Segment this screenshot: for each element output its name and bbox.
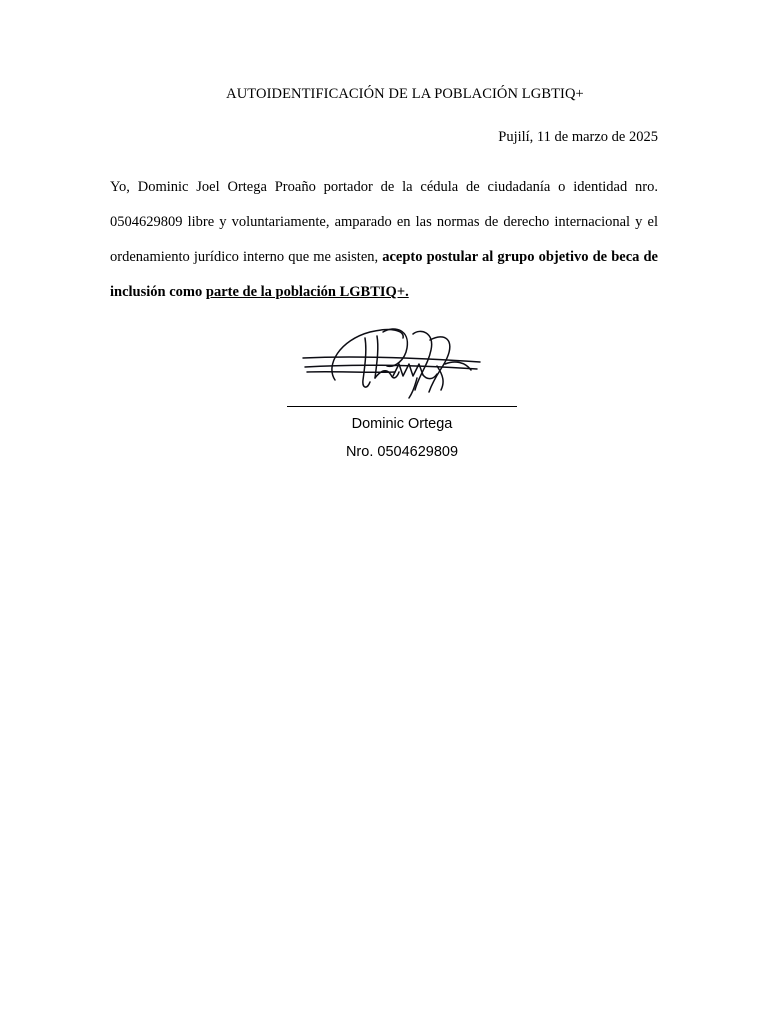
signer-name: Dominic Ortega (351, 416, 453, 432)
signer-id-number: Nro. 0504629809 (345, 444, 459, 460)
declaration-bold-statement: acepto postular al grupo objetivo de beca de inclusión como (110, 249, 658, 300)
declaration-intro: Yo, Dominic Joel Ortega Proaño portador de la cédula de ciudadanía o identidad nro. 0504629809 libre y voluntariamente, amparado en las normas de derecho internacional y el ordenamiento jurídico interno que me asisten, (110, 179, 658, 265)
handwritten-signature (295, 320, 485, 400)
signature-line (287, 406, 517, 407)
document-title: AUTOIDENTIFICACIÓN DE LA POBLACIÓN LGBTIQ+ (226, 86, 584, 102)
declaration-paragraph (110, 170, 658, 310)
declaration-underlined-statement: parte de la población LGBTIQ+. (205, 284, 409, 300)
place-date: Pujilí, 11 de marzo de 2025 (498, 129, 658, 145)
